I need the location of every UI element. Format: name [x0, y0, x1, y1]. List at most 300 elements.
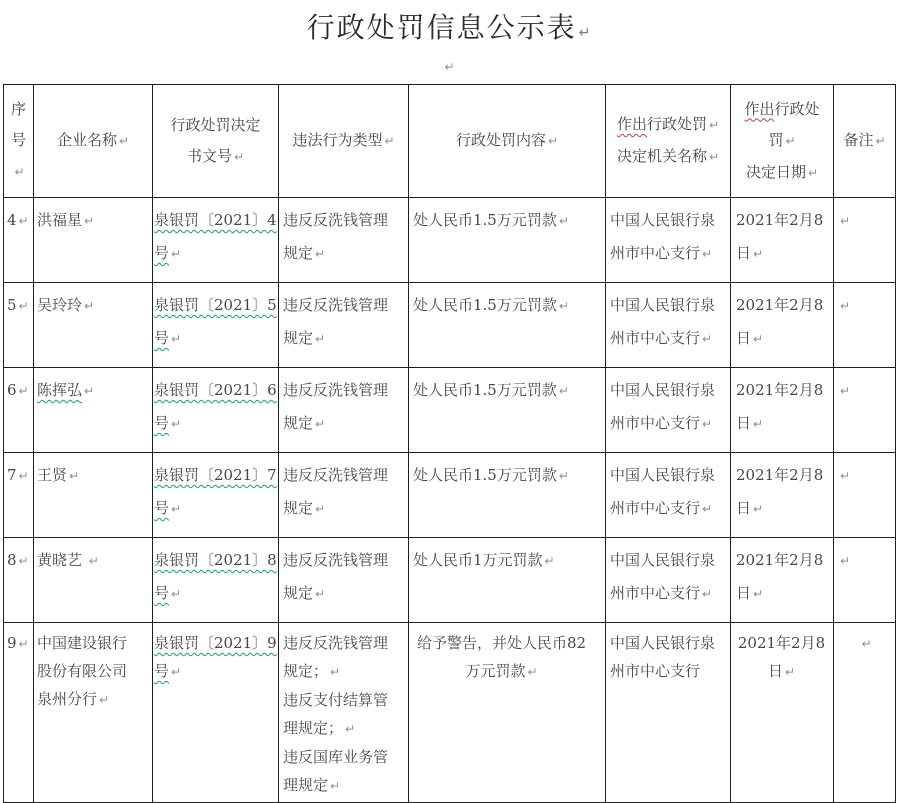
header-cell	[34, 85, 153, 198]
pilcrow-mark: ↵	[558, 299, 569, 313]
paragraph-text	[838, 211, 850, 229]
pilcrow-mark: ↵	[444, 60, 455, 74]
table-cell	[731, 283, 834, 368]
table-row	[4, 623, 896, 803]
paragraph	[7, 374, 32, 408]
pilcrow-mark: ↵	[84, 384, 95, 398]
paragraph-text	[283, 211, 388, 262]
paragraph-text	[37, 466, 79, 484]
text-run: 王贤	[37, 466, 68, 484]
table-cell	[34, 368, 153, 453]
pilcrow-mark: ↵	[171, 502, 182, 516]
paragraph-text	[610, 211, 715, 262]
text-run: 行政处罚决定书文号	[170, 115, 261, 165]
text-run: 泉银罚〔2021〕7号	[154, 466, 277, 517]
text-run: 决定机关名称	[616, 147, 707, 165]
table-cell	[834, 283, 896, 368]
pilcrow-mark: ↵	[784, 665, 796, 679]
pilcrow-mark: ↵	[527, 665, 538, 679]
paragraph	[154, 629, 277, 686]
pilcrow-mark: ↵	[753, 247, 764, 261]
text-run: 8	[7, 551, 17, 569]
paragraph-text	[283, 748, 388, 794]
pilcrow-mark: ↵	[84, 214, 95, 228]
pilcrow-mark: ↵	[753, 587, 764, 601]
pilcrow-mark: ↵	[315, 587, 326, 601]
paragraph-text	[37, 211, 94, 229]
table-cell	[153, 538, 279, 623]
paragraph-text	[413, 551, 555, 569]
pilcrow-mark: ↵	[785, 133, 796, 148]
paragraph	[154, 374, 277, 441]
text-run: 2021年2月8日	[736, 551, 824, 602]
paragraph	[37, 374, 132, 408]
paragraph-text	[413, 211, 569, 229]
text-run: 违反反洗钱管理规定	[283, 211, 389, 262]
paragraph	[413, 289, 590, 323]
paragraph-text	[610, 466, 715, 517]
paragraph-text	[283, 466, 388, 517]
text-run: 2021年2月8日	[736, 381, 824, 432]
paragraph	[736, 459, 827, 526]
paragraph	[7, 204, 32, 238]
table-cell	[34, 198, 153, 283]
pilcrow-mark: ↵	[345, 722, 356, 736]
paragraph	[7, 94, 30, 188]
pilcrow-mark: ↵	[753, 332, 764, 346]
table-cell	[279, 368, 409, 453]
header-cell	[409, 85, 606, 198]
table-cell	[153, 453, 279, 538]
table-cell	[279, 623, 409, 803]
table-cell	[409, 623, 606, 803]
table-cell	[4, 538, 34, 623]
table-cell	[409, 283, 606, 368]
text-run: 违反支付结算管理规定；	[283, 691, 389, 737]
paragraph-text	[610, 551, 715, 602]
paragraph	[736, 629, 827, 686]
paragraph-text	[736, 466, 823, 517]
paragraph	[37, 459, 132, 493]
paragraph	[838, 459, 893, 493]
paragraph-text	[413, 466, 569, 484]
paragraph-text	[610, 634, 715, 680]
pilcrow-mark: ↵	[315, 502, 326, 516]
paragraph	[154, 204, 277, 271]
paragraph	[283, 629, 394, 686]
text-run: 行政处罚	[768, 99, 820, 149]
paragraph	[610, 289, 722, 356]
pilcrow-mark: ↵	[702, 247, 713, 261]
paragraph-text	[154, 551, 277, 602]
text-run: 给予警告，并处人民币82万元罚款	[416, 634, 587, 680]
pilcrow-mark: ↵	[118, 134, 130, 148]
paragraph-text	[154, 634, 277, 680]
text-run: 泉银罚〔2021〕6号	[154, 381, 277, 432]
paragraph	[154, 289, 277, 356]
paragraph	[413, 204, 590, 238]
pilcrow-mark: ↵	[18, 554, 29, 568]
paragraph	[838, 544, 893, 578]
table-cell	[606, 198, 731, 283]
pilcrow-mark: ↵	[84, 299, 95, 313]
text-run: 处人民币1.5万元罚款	[413, 466, 557, 484]
text-run: 违反反洗钱管理规定	[283, 466, 389, 517]
table-cell	[153, 623, 279, 803]
paragraph	[610, 204, 722, 271]
table-cell	[34, 623, 153, 803]
text-run: 处人民币1.5万元罚款	[413, 296, 557, 314]
paragraph-text	[736, 211, 823, 262]
text-run: 7	[7, 466, 17, 484]
paragraph-text	[11, 94, 27, 188]
paragraph	[838, 204, 893, 238]
text-run: 2021年2月8日	[736, 466, 824, 517]
paragraph-text	[7, 634, 29, 652]
pilcrow-mark: ↵	[753, 417, 764, 431]
paragraph	[413, 459, 590, 493]
paragraph	[283, 743, 394, 800]
text-run: 中国人民银行泉州市中心支行	[610, 551, 716, 602]
pilcrow-mark: ↵	[547, 134, 559, 148]
text-run: 违反反洗钱管理规定；	[283, 634, 389, 680]
text-run: 作出	[744, 99, 775, 118]
pilcrow-mark: ↵	[807, 165, 819, 180]
pilcrow-mark: ↵	[544, 554, 555, 568]
table-header	[4, 85, 896, 198]
paragraph-text	[37, 634, 127, 708]
paragraph	[610, 374, 722, 441]
table-cell	[731, 538, 834, 623]
pilcrow-mark: ↵	[18, 469, 29, 483]
table-cell	[4, 453, 34, 538]
paragraph	[610, 629, 722, 685]
text-run: 违反反洗钱管理规定	[283, 381, 389, 432]
paragraph	[413, 544, 590, 578]
paragraph	[7, 629, 32, 658]
text-run: 吴玲玲	[37, 296, 83, 314]
text-run: 处人民币1万元罚款	[413, 551, 543, 569]
table-cell	[34, 453, 153, 538]
header-cell	[153, 85, 279, 198]
pilcrow-mark: ↵	[875, 134, 886, 148]
table-cell	[4, 623, 34, 803]
text-run: 中国人民银行泉州市中心支行	[610, 381, 716, 432]
paragraph	[413, 374, 590, 408]
table-cell	[834, 623, 896, 803]
paragraph	[610, 544, 722, 611]
pilcrow-mark: ↵	[861, 637, 872, 651]
table-cell	[34, 538, 153, 623]
table-row	[4, 283, 896, 368]
table-cell	[731, 623, 834, 803]
pilcrow-mark: ↵	[171, 332, 182, 346]
table-cell	[834, 368, 896, 453]
pilcrow-mark: ↵	[233, 149, 245, 164]
table-cell	[153, 283, 279, 368]
paragraph	[838, 289, 893, 323]
paragraph-text	[154, 296, 277, 347]
text-run: 泉银罚〔2021〕9号	[154, 634, 277, 680]
paragraph-text	[838, 381, 850, 399]
paragraph-text	[617, 141, 719, 173]
pilcrow-mark: ↵	[99, 693, 110, 707]
paragraph	[37, 125, 149, 157]
pilcrow-mark: ↵	[18, 214, 29, 228]
table-body	[4, 198, 896, 803]
table-cell	[606, 453, 731, 538]
pilcrow-mark: ↵	[702, 502, 713, 516]
table-cell	[153, 198, 279, 283]
pilcrow-mark: ↵	[558, 469, 569, 483]
paragraph-text	[838, 466, 850, 484]
pilcrow-mark: ↵	[330, 665, 341, 679]
paragraph-text	[7, 466, 29, 484]
pilcrow-mark: ↵	[578, 25, 591, 41]
pilcrow-mark: ↵	[384, 134, 395, 148]
paragraph-text	[843, 125, 885, 157]
table-cell	[4, 283, 34, 368]
text-run: 违反反洗钱管理规定	[283, 551, 389, 602]
paragraph	[283, 544, 394, 611]
paragraph	[156, 110, 275, 173]
paragraph	[413, 629, 590, 686]
table-row	[4, 538, 896, 623]
paragraph	[283, 459, 394, 526]
paragraph-text	[859, 634, 871, 652]
pilcrow-mark: ↵	[88, 554, 99, 568]
text-run: 2021年2月8日	[736, 296, 824, 347]
paragraph-text	[292, 125, 394, 157]
paragraph-text	[610, 296, 715, 347]
paragraph-text	[283, 551, 388, 602]
paragraph	[282, 125, 405, 157]
pilcrow-mark: ↵	[315, 417, 326, 431]
empty-paragraph	[0, 47, 897, 84]
paragraph	[609, 109, 727, 141]
text-run: 6	[7, 381, 17, 399]
text-run: 处人民币1.5万元罚款	[413, 381, 557, 399]
pilcrow-mark: ↵	[18, 384, 29, 398]
text-run: 泉银罚〔2021〕5号	[154, 296, 277, 347]
table-cell	[834, 453, 896, 538]
paragraph	[7, 544, 32, 578]
table-cell	[731, 198, 834, 283]
text-run: 中国人民银行泉州市中心支行	[610, 296, 716, 347]
paragraph	[7, 289, 32, 323]
text-run: 备注	[843, 131, 874, 149]
pilcrow-mark: ↵	[702, 417, 713, 431]
text-run: 5	[7, 296, 17, 314]
pilcrow-mark: ↵	[840, 214, 851, 228]
table-cell	[4, 368, 34, 453]
paragraph	[154, 459, 277, 526]
table-cell	[731, 368, 834, 453]
paragraph-text	[736, 381, 823, 432]
paragraph-text	[7, 381, 29, 399]
table-cell	[606, 538, 731, 623]
pilcrow-mark: ↵	[840, 299, 851, 313]
header-cell	[834, 85, 896, 198]
paragraph	[283, 686, 394, 743]
paragraph-text	[37, 381, 94, 399]
text-run: 违反国库业务管理规定	[283, 748, 389, 794]
pilcrow-mark: ↵	[708, 118, 720, 132]
paragraph	[154, 544, 277, 611]
pilcrow-mark: ↵	[840, 469, 851, 483]
table-cell	[409, 538, 606, 623]
paragraph-text	[37, 296, 94, 314]
paragraph	[837, 125, 892, 157]
text-run: 行政处罚	[646, 115, 707, 133]
paragraph	[7, 459, 32, 493]
paragraph-text	[7, 296, 29, 314]
paragraph-text	[742, 94, 822, 157]
page-title	[0, 0, 897, 47]
pilcrow-mark: ↵	[702, 587, 713, 601]
header-cell	[731, 85, 834, 198]
paragraph-text	[168, 110, 264, 173]
table-cell	[4, 198, 34, 283]
paragraph-text	[746, 157, 818, 189]
paragraph	[412, 125, 602, 157]
pilcrow-mark: ↵	[702, 332, 713, 346]
header-cell	[279, 85, 409, 198]
pilcrow-mark: ↵	[171, 665, 182, 679]
text-run: 中国人民银行泉州市中心支行	[610, 211, 716, 262]
table-cell	[409, 198, 606, 283]
paragraph-text	[7, 211, 29, 229]
pilcrow-mark: ↵	[18, 299, 29, 313]
paragraph	[736, 374, 827, 441]
paragraph	[838, 374, 893, 408]
pilcrow-mark: ↵	[840, 384, 851, 398]
pilcrow-mark: ↵	[558, 214, 569, 228]
paragraph-text	[413, 381, 569, 399]
paragraph-text	[37, 551, 99, 569]
table-cell	[606, 623, 731, 803]
pilcrow-mark: ↵	[708, 150, 720, 164]
text-run: 泉银罚〔2021〕8号	[154, 551, 277, 602]
table-cell	[606, 368, 731, 453]
table-cell	[279, 538, 409, 623]
paragraph	[283, 204, 394, 271]
paragraph-text	[736, 551, 823, 602]
paragraph-text	[7, 551, 29, 569]
table-cell	[731, 453, 834, 538]
pilcrow-mark: ↵	[69, 469, 80, 483]
pilcrow-mark: ↵	[171, 247, 182, 261]
text-run: 决定日期	[745, 162, 806, 181]
text-run: 作出	[616, 115, 647, 133]
penalty-table	[3, 84, 896, 803]
pilcrow-mark: ↵	[840, 554, 851, 568]
table-row	[4, 453, 896, 538]
pilcrow-mark: ↵	[171, 587, 182, 601]
text-run: 企业名称	[56, 131, 117, 149]
table-cell	[409, 453, 606, 538]
table-cell	[279, 283, 409, 368]
paragraph-text	[413, 296, 569, 314]
text-run: 中国建设银行股份有限公司泉州分行	[37, 634, 128, 708]
paragraph	[734, 157, 830, 189]
paragraph-text	[456, 125, 558, 157]
paragraph	[283, 289, 394, 356]
paragraph	[609, 141, 727, 173]
text-run: 陈挥弘	[37, 381, 83, 399]
text-run: 2021年2月8日	[736, 211, 824, 262]
text-run: 洪福星	[37, 211, 83, 229]
pilcrow-mark: ↵	[558, 384, 569, 398]
title-text: 行政处罚信息公示表	[306, 11, 577, 44]
paragraph-text	[283, 296, 388, 347]
pilcrow-mark: ↵	[18, 637, 29, 651]
paragraph-text	[283, 381, 388, 432]
paragraph	[37, 544, 132, 578]
paragraph	[37, 629, 132, 714]
text-run: 中国人民银行泉州市中心支行	[610, 634, 716, 680]
text-run: 行政处罚内容	[455, 131, 546, 149]
pilcrow-mark: ↵	[315, 247, 326, 261]
paragraph	[736, 289, 827, 356]
paragraph	[37, 204, 132, 238]
paragraph-text	[738, 634, 825, 680]
pilcrow-mark: ↵	[171, 417, 182, 431]
paragraph-text	[610, 381, 715, 432]
table-cell	[834, 538, 896, 623]
paragraph-text	[838, 296, 850, 314]
pilcrow-mark: ↵	[330, 779, 341, 793]
text-run: 中国人民银行泉州市中心支行	[610, 466, 716, 517]
table-cell	[279, 453, 409, 538]
paragraph-text	[417, 634, 586, 680]
pilcrow-mark: ↵	[14, 165, 25, 179]
paragraph	[736, 544, 827, 611]
text-run: 泉银罚〔2021〕4号	[154, 211, 277, 262]
text-run: 黄晓艺	[37, 551, 87, 569]
table-row	[4, 368, 896, 453]
table-cell	[279, 198, 409, 283]
text-run: 2021年2月8日	[737, 634, 826, 680]
paragraph-text	[154, 381, 277, 432]
header-cell	[4, 85, 34, 198]
table-cell	[153, 368, 279, 453]
text-run: 4	[7, 211, 17, 229]
paragraph	[838, 629, 893, 658]
table-cell	[606, 283, 731, 368]
header-cell	[606, 85, 731, 198]
text-run: 违法行为类型	[292, 131, 383, 149]
paragraph-text	[283, 634, 388, 680]
paragraph-text	[617, 109, 719, 141]
paragraph-text	[736, 296, 823, 347]
text-run: 违反反洗钱管理规定	[283, 296, 389, 347]
text-run: 处人民币1.5万元罚款	[413, 211, 557, 229]
text-run: 9	[7, 634, 17, 652]
paragraph-text	[154, 211, 277, 262]
pilcrow-mark: ↵	[753, 502, 764, 516]
header-row	[4, 85, 896, 198]
paragraph	[283, 374, 394, 441]
pilcrow-mark: ↵	[315, 332, 326, 346]
paragraph	[610, 459, 722, 526]
table-row	[4, 198, 896, 283]
paragraph-text	[283, 691, 388, 737]
paragraph-text	[154, 466, 277, 517]
paragraph-text	[57, 125, 129, 157]
paragraph	[37, 289, 132, 323]
paragraph-text	[838, 551, 850, 569]
